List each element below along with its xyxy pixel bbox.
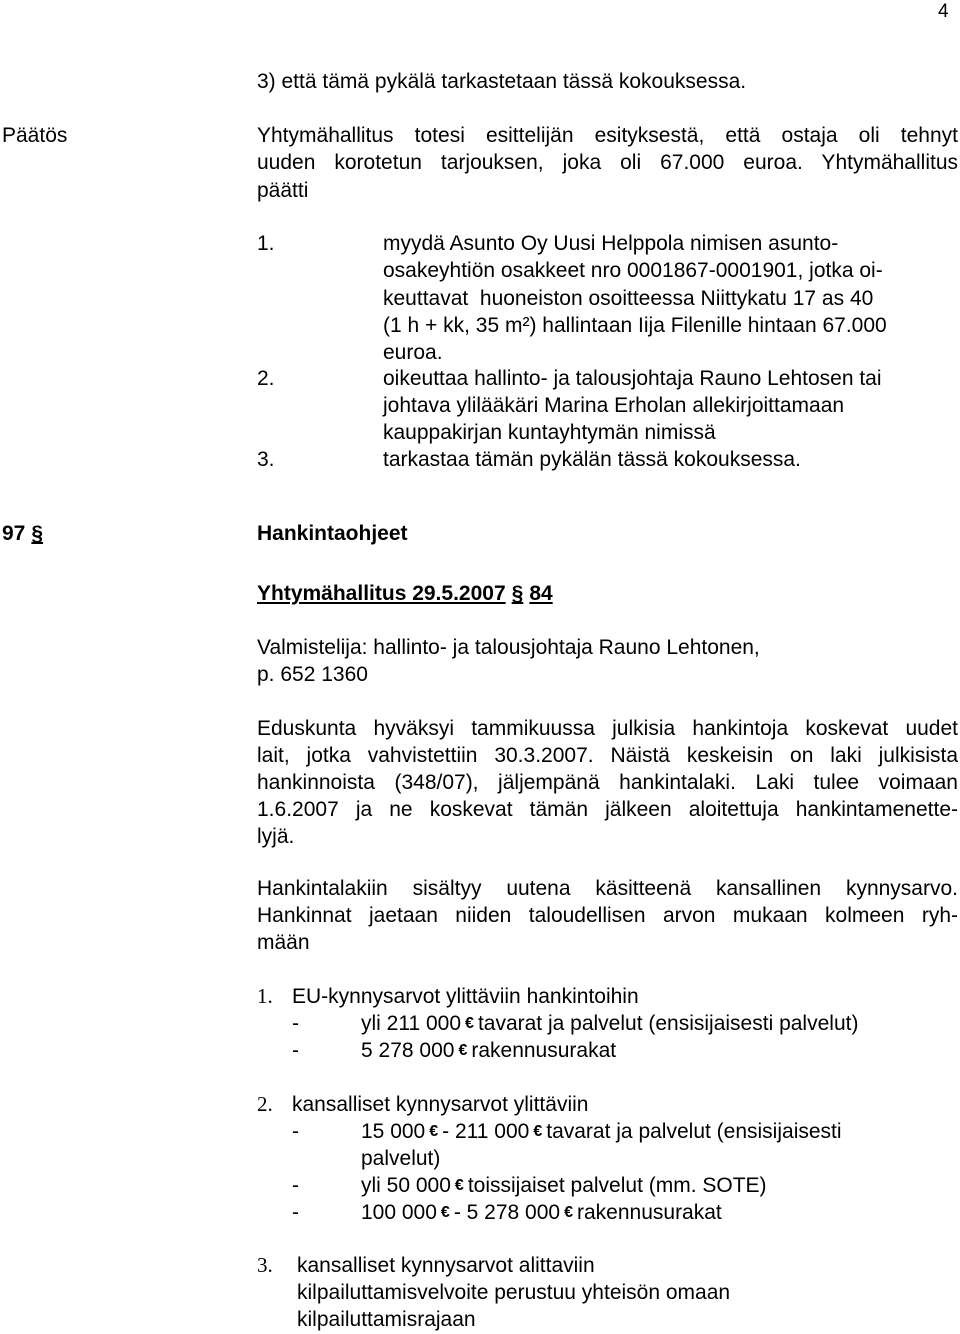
decision-label: Päätös	[2, 124, 68, 147]
threshold-amount: 15 000	[361, 1120, 426, 1143]
page-number: 4	[938, 1, 949, 22]
decision-item-line: myydä Asunto Oy Uusi Helppola nimisen asunto-	[383, 232, 839, 255]
threshold-dash: -	[292, 1039, 299, 1062]
threshold-description: toissijaiset palvelut (mm. SOTE)	[467, 1174, 767, 1197]
euro-sign-icon: €	[564, 1204, 573, 1221]
decision-item-number: 2.	[257, 367, 275, 390]
section-reference	[257, 580, 553, 607]
threshold-amount: 5 278 000	[361, 1039, 455, 1062]
decision-item-number: 1.	[257, 232, 275, 255]
threshold-row	[361, 1199, 722, 1228]
decision-item-line: keuttavat huoneiston osoitteessa Niittykatu 17 as 40	[383, 287, 874, 310]
decision-item-line: johtava ylilääkäri Marina Erholan allekirjoittamaan	[383, 394, 845, 417]
decision-item-line: euroa.	[383, 341, 443, 364]
decision-item-number: 3.	[257, 448, 275, 471]
decision-intro-line: Yhtymähallitus totesi esittelijän esityksestä, että ostaja oli tehnyt	[257, 124, 958, 147]
euro-sign-icon: €	[533, 1123, 543, 1140]
section-heading-number	[2, 520, 49, 547]
threshold-description: tavarat ja palvelut (ensisijaisesti	[546, 1120, 842, 1143]
threshold-title: kansalliset kynnysarvot ylittäviin	[292, 1093, 589, 1116]
paragraph-1-line: lyjä.	[257, 825, 295, 848]
threshold-dash: -	[292, 1174, 299, 1197]
section-number: 97	[2, 522, 26, 545]
reference-text: Yhtymähallitus 29.5.2007	[257, 582, 506, 605]
threshold-dash: -	[292, 1012, 299, 1035]
threshold-dash: -	[292, 1120, 299, 1143]
section-sign-icon: §	[31, 522, 44, 545]
threshold-line: kilpailuttamisvelvoite perustuu yhteisön omaan	[297, 1281, 731, 1304]
preparer-line: p. 652 1360	[257, 663, 368, 686]
paragraph-1-line: Eduskunta hyväksyi tammikuussa julkisia hankintoja koskevat uudet	[257, 717, 958, 740]
threshold-line: kilpailuttamisrajaan	[297, 1308, 476, 1331]
decision-item-line: oikeuttaa hallinto- ja talousjohtaja Rauno Lehtosen tai	[383, 367, 882, 390]
section-sign-icon: §	[511, 582, 524, 605]
threshold-row	[361, 1037, 616, 1066]
threshold-amount: yli 50 000	[361, 1174, 451, 1197]
decision-item-line: tarkastaa tämän pykälän tässä kokouksessa.	[383, 448, 801, 471]
threshold-dash: -	[292, 1201, 299, 1224]
threshold-title: kansalliset kynnysarvot alittaviin	[297, 1254, 595, 1277]
decision-item-line: (1 h + kk, 35 m²) hallintaan Iija Filenille hintaan 67.000	[383, 314, 887, 337]
decision-item-line: kauppakirjan kuntayhtymän nimissä	[383, 421, 716, 444]
top-item-3: 3) että tämä pykälä tarkastetaan tässä kokouksessa.	[257, 70, 747, 93]
threshold-description: rakennusurakat	[577, 1201, 722, 1224]
euro-sign-icon: €	[440, 1204, 450, 1221]
threshold-amount: - 211 000	[442, 1120, 530, 1143]
threshold-amount: 100 000	[361, 1201, 437, 1224]
threshold-amount: yli 211 000	[361, 1012, 462, 1035]
paragraph-1-line: lait, jotka vahvistettiin 30.3.2007. Näistä keskeisin on laki julkisista	[257, 744, 958, 767]
threshold-number: 2.	[257, 1092, 273, 1116]
euro-sign-icon: €	[458, 1042, 468, 1059]
threshold-row	[361, 1010, 858, 1039]
decision-intro-line: uuden korotetun tarjouksen, joka oli 67.000 euroa. Yhtymähallitus	[257, 151, 958, 174]
euro-sign-icon: €	[465, 1015, 474, 1032]
euro-sign-icon: €	[454, 1177, 464, 1194]
paragraph-2-line: Hankinnat jaetaan niiden taloudellisen arvon mukaan kolmeen ryh-	[257, 904, 958, 927]
threshold-description-continued: palvelut)	[361, 1147, 441, 1170]
paragraph-2-line: mään	[257, 931, 310, 954]
paragraph-1-line: hankinnoista (348/07), jäljempänä hankintalaki. Laki tulee voimaan	[257, 771, 958, 794]
decision-intro-line: päätti	[257, 179, 309, 202]
preparer-line: Valmistelija: hallinto- ja talousjohtaja Rauno Lehtonen,	[257, 636, 760, 659]
threshold-description: rakennusurakat	[471, 1039, 617, 1062]
threshold-row	[361, 1172, 767, 1201]
threshold-number: 1.	[257, 984, 273, 1008]
threshold-row	[361, 1118, 842, 1147]
euro-sign-icon: €	[429, 1123, 439, 1140]
paragraph-1-line: 1.6.2007 ja ne koskevat tämän jälkeen aloitettuja hankintamenette-	[257, 798, 958, 821]
decision-item-line: osakeyhtiön osakkeet nro 0001867-0001901, jotka oi-	[383, 259, 883, 282]
threshold-description: tavarat ja palvelut (ensisijaisesti palvelut)	[477, 1012, 859, 1035]
threshold-number: 3.	[257, 1253, 273, 1277]
reference-number: 84	[529, 582, 553, 605]
threshold-title: EU-kynnysarvot ylittäviin hankintoihin	[292, 985, 639, 1008]
paragraph-2-line: Hankintalakiin sisältyy uutena käsitteenä kansallinen kynnysarvo.	[257, 877, 958, 900]
threshold-amount: - 5 278 000	[453, 1201, 561, 1224]
section-title: Hankintaohjeet	[257, 522, 408, 545]
